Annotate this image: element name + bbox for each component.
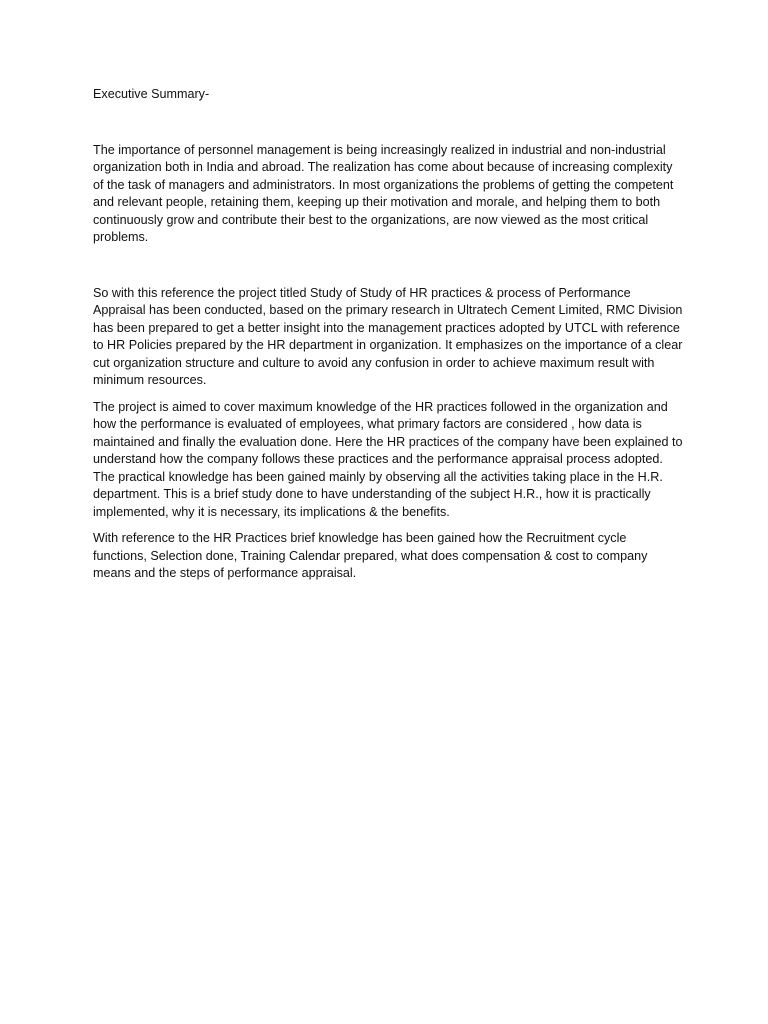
paragraph-2: So with this reference the project titled Study of Study of HR practices & process of Performance Appraisal has been conducted, based on the primary research in Ultratech Cement Limited, RMC Division has been prepared to get a better insight into the management practices adopted by UTCL with reference to HR Policies prepared by the HR department in organization. It emphasizes on the importance of a clear cut organization structure and culture to avoid any confusion in order to achieve maximum result with minimum resources.: [93, 285, 683, 387]
paragraph-1: The importance of personnel management is being increasingly realized in industrial and non-industrial organization both in India and abroad. The realization has come about because of increasing complexity of the task of managers and administrators. In most organizations the problems of getting the competent and relevant people, retaining them, keeping up their motivation and morale, and helping them to both continuously grow and contribute their best to the organizations, are now viewed as the most critical problems.: [93, 142, 674, 244]
document-heading: Executive Summary-: [93, 87, 210, 101]
paragraph-3: The project is aimed to cover maximum knowledge of the HR practices followed in the organization and how the performance is evaluated of employees, what primary factors are considered , how data is maintained and finally the evaluation done. Here the HR practices of the company have been explained to understand how the company follows these practices and the performance appraisal process adopted. The practical knowledge has been gained mainly by observing all the activities taking place in the H.R. department. This is a brief study done to have understanding of the subject H.R., how it is practically implemented, why it is necessary, its implications & the benefits.: [93, 399, 683, 519]
document-body: [93, 86, 683, 583]
paragraph-4: With reference to the HR Practices brief knowledge has been gained how the Recruitment cycle functions, Selection done, Training Calendar prepared, what does compensation & cost to company means and the steps of performance appraisal.: [93, 531, 648, 580]
